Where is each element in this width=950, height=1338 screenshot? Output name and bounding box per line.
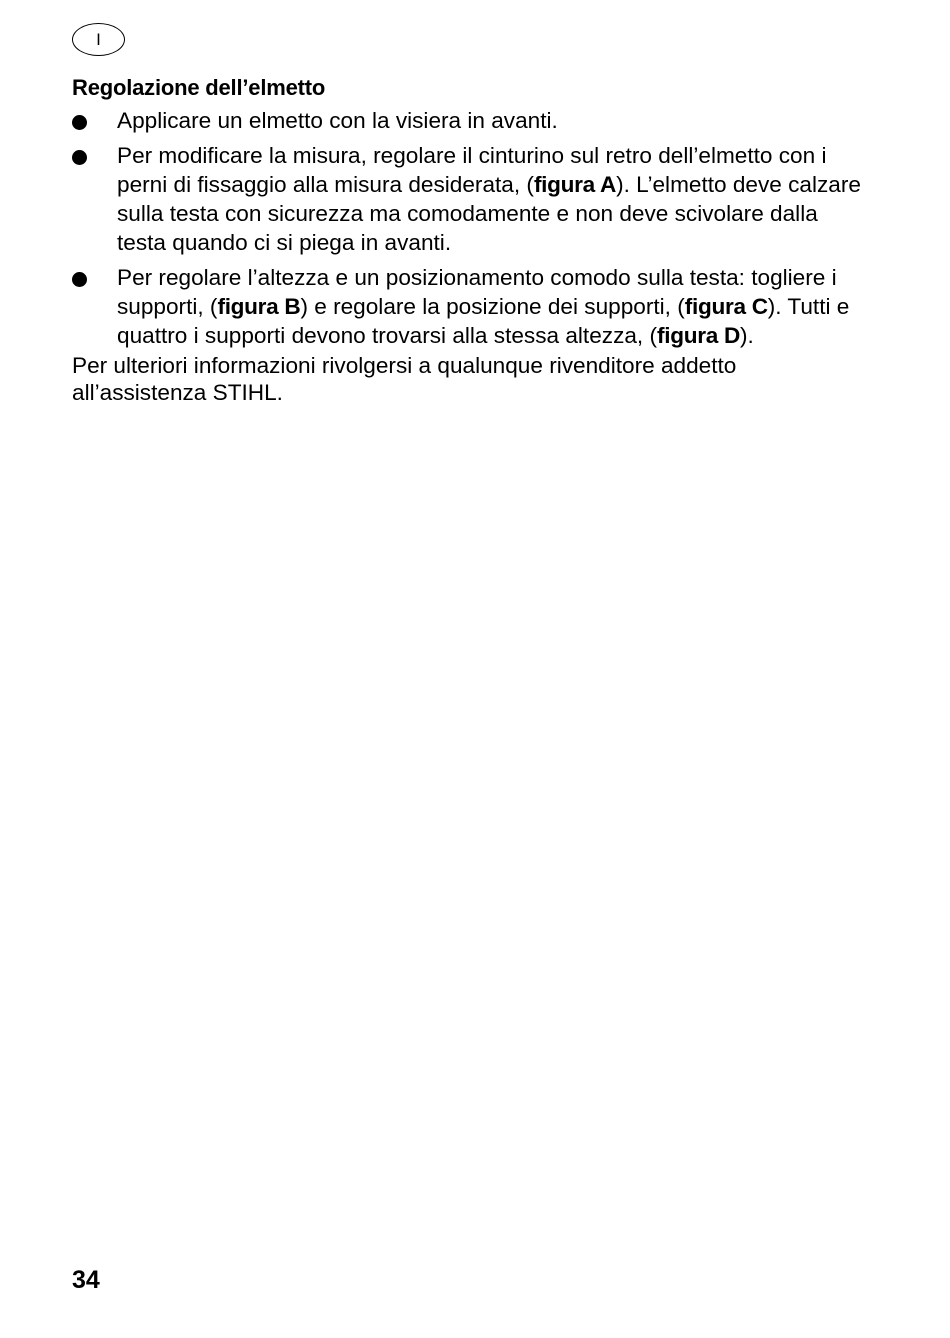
bullet-dot-icon [72,115,87,130]
bullet-text: Per regolare l’altezza e un posizionamento comodo sulla testa: togliere i supporti, ( [117,265,837,319]
bullet-text: ). [739,323,754,348]
closing-paragraph: Per ulteriori informazioni rivolgersi a qualunque rivenditore addetto all’assistenza STIHL. [72,353,737,405]
bullet-text: ). Tutti e quattro i supporti devono trovarsi alla stessa altezza, ( [117,294,850,348]
figure-reference: figura D [657,323,740,348]
bullet-text: ) e regolare la posizione dei supporti, ( [300,294,685,319]
bullet-list [72,106,872,350]
language-code: I [96,30,101,49]
bullet-text: Applicare un elmetto con la visiera in avanti. [117,108,558,133]
document-body [72,74,872,406]
bullet-text: Per modificare la misura, regolare il cinturino sul retro dell’elmetto con i perni di fissaggio alla misura desiderata, ( [117,143,827,197]
bullet-item [72,141,872,257]
figure-reference: figura A [533,172,617,197]
page-number: 34 [72,1266,100,1294]
section-title: Regolazione dell’elmetto [72,75,326,100]
figure-reference: figura C [684,294,768,319]
bullet-dot-icon [72,150,87,165]
bullet-dot-icon [72,272,87,287]
bullet-item [72,106,872,135]
bullet-item [72,263,872,350]
language-badge [72,23,125,56]
figure-reference: figura B [217,294,301,319]
bullet-text: ). L’elmetto deve calzare sulla testa con sicurezza ma comodamente e non deve scivolare dalla testa quando ci si piega in avanti. [117,172,861,255]
